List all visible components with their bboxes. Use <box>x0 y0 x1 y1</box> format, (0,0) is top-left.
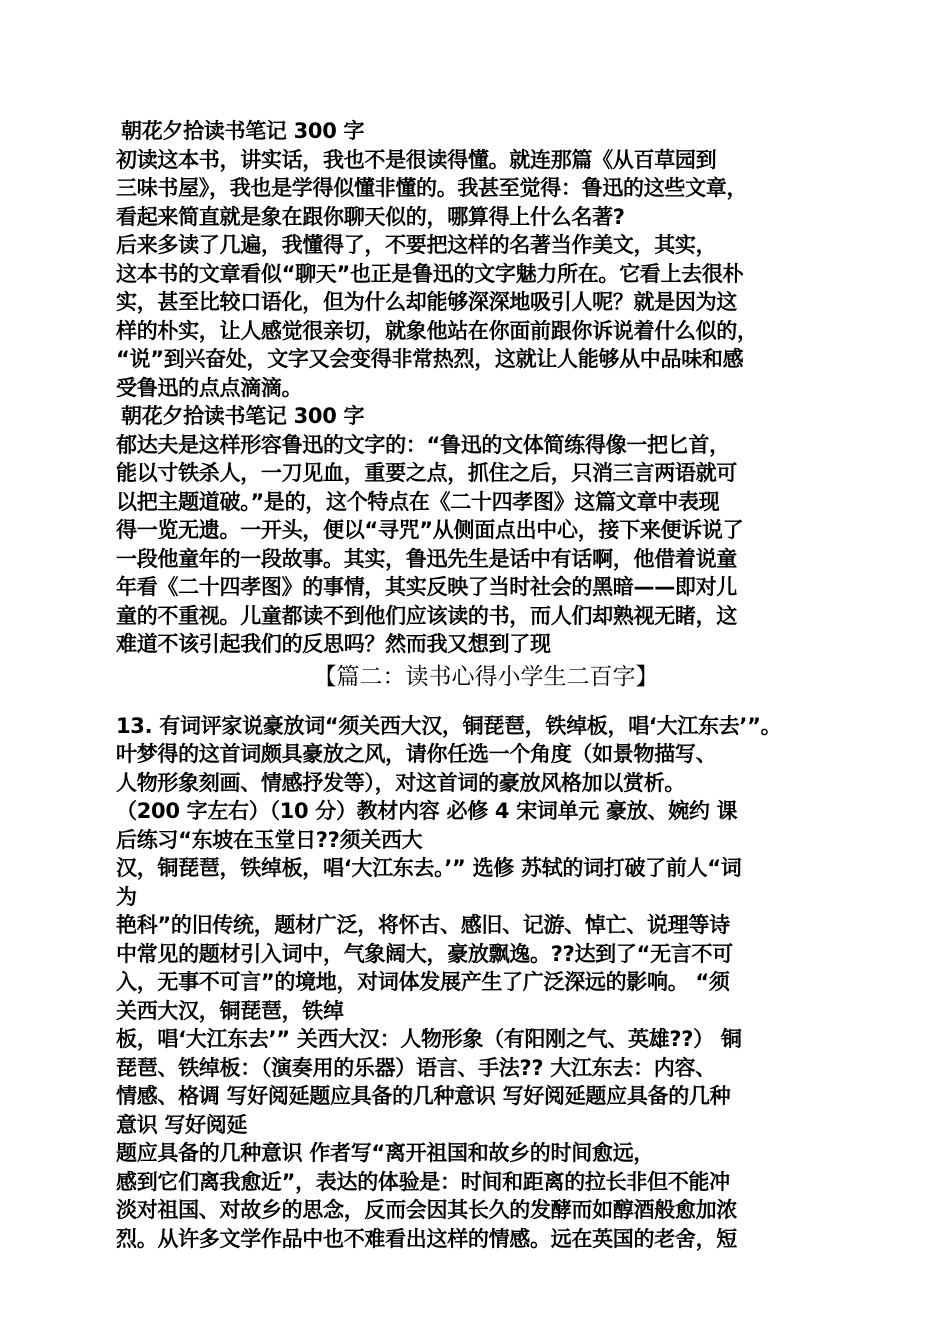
section-title: 朝花夕拾读书笔记 300 字 <box>121 404 365 428</box>
paragraph-line: 郁达夫是这样形容鲁迅的文字的：“鲁迅的文体简练得像一把匕首， <box>116 432 730 457</box>
section-title: 朝花夕拾读书笔记 300 字 <box>121 119 365 143</box>
paragraph-line: 初读这本书，讲实话，我也不是很读得懂。就连那篇《从百草园到 <box>116 147 717 172</box>
paragraph-line: 叶梦得的这首词颇具豪放之风，请你任选一个角度（如景物描写、 <box>116 742 717 766</box>
paragraph-line: 感到它们离我愈近”，表达的体验是：时间和距离的拉长非但不能冲 <box>116 1169 730 1194</box>
paragraph-line: 烈。从许多文学作品中也不难看出这样的情感。远在英国的老舍，短 <box>116 1226 737 1251</box>
paragraph-line: 琵琶、铁绰板：（演奏用的乐器）语言、手法?? 大江东去：内容、 <box>116 1055 716 1080</box>
paragraph-line: （200 字左右）（10 分）教材内容 必修 4 宋词单元 豪放、婉约 课 <box>116 799 738 823</box>
paragraph-line: 入，无事不可言”的境地，对词体发展产生了广泛深远的影响。 “须 <box>116 970 730 994</box>
paragraph-line: 情感、格调 写好阅延题应具备的几种意识 写好阅延题应具备的几种 <box>116 1084 731 1108</box>
paragraph-line: “说”到兴奋处，文字又会变得非常热烈，这就让人能够从中品味和感 <box>116 347 744 371</box>
paragraph-line: 难道不该引起我们的反思吗？然而我又想到了现 <box>116 632 551 656</box>
paragraph-line: 三味书屋》，我也是学得似懂非懂的。我甚至觉得：鲁迅的这些文章， <box>116 176 748 200</box>
paragraph-line: 一段他童年的一段故事。其实，鲁迅先生是话中有话啊，他借着说童 <box>116 546 737 571</box>
paragraph-line: 题应具备的几种意识 作者写“离开祖国和故乡的时间愈远， <box>116 1141 655 1165</box>
paragraph-line: 意识 写好阅延 <box>116 1112 248 1137</box>
paragraph-line: 淡对祖国、对故乡的思念，反而会因其长久的发酵而如醇酒般愈加浓 <box>116 1198 737 1222</box>
paragraph-line: 板，唱‘大江东去’” 关西大汉：人物形象（有阳刚之气、英雄??） 铜 <box>116 1027 742 1051</box>
paragraph-line: 受鲁迅的点点滴滴。 <box>116 375 303 400</box>
paragraph-line: 样的朴实，让人感觉很亲切，就象他站在你面前跟你诉说着什么似的， <box>116 318 758 343</box>
section-heading: 【篇二：读书心得小学生二百字】 <box>313 663 659 690</box>
paragraph-line: 后练习“东坡在玉堂日??须关西大 <box>116 827 423 852</box>
paragraph-line: 后来多读了几遍，我懂得了，不要把这样的名著当作美文，其实， <box>116 233 717 257</box>
paragraph-line: 得一览无遗。一开头，便以“寻咒”从侧面点出中心，接下来便诉说了 <box>116 518 744 542</box>
paragraph-line: 汉，铜琵琶，铁绰板，唱‘大江东去。’” 选修 苏轼的词打破了前人“词 <box>116 856 742 880</box>
paragraph-line: 中常见的题材引入词中，气象阔大，豪放飘逸。??达到了“无言不可 <box>116 941 733 966</box>
paragraph-line: 关西大汉，铜琵琶，铁绰 <box>116 998 344 1023</box>
paragraph-line: 这本书的文章看似“聊天”也正是鲁迅的文字魅力所在。它看上去很朴 <box>116 261 744 286</box>
paragraph-line: 13. 有词评家说豪放词“须关西大汉，铜琵琶，铁绰板，唱‘大江东去’”。 <box>116 713 782 738</box>
paragraph-line: 能以寸铁杀人，一刀见血，重要之点，抓住之后，只消三言两语就可 <box>116 461 737 485</box>
paragraph-line: 艳科”的旧传统，题材广泛，将怀古、感旧、记游、悼亡、说理等诗 <box>116 913 730 937</box>
paragraph-line: 实，甚至比较口语化，但为什么却能够深深地吸引人呢？就是因为这 <box>116 290 737 314</box>
paragraph-line: 年看《二十四孝图》的事情，其实反映了当时社会的黑暗——即对儿 <box>116 575 737 599</box>
paragraph-line: 人物形象刻画、情感抒发等），对这首词的豪放风格加以赏析。 <box>116 770 686 795</box>
paragraph-line: 为 <box>116 884 137 909</box>
paragraph-line: 看起来简直就是象在跟你聊天似的，哪算得上什么名著? <box>116 204 625 229</box>
document-page <box>116 117 856 1253</box>
paragraph-line: 以把主题道破。”是的，这个特点在《二十四孝图》这篇文章中表现 <box>116 489 720 514</box>
paragraph-line: 童的不重视。儿童都读不到他们应该读的书，而人们却熟视无睹，这 <box>116 603 737 628</box>
